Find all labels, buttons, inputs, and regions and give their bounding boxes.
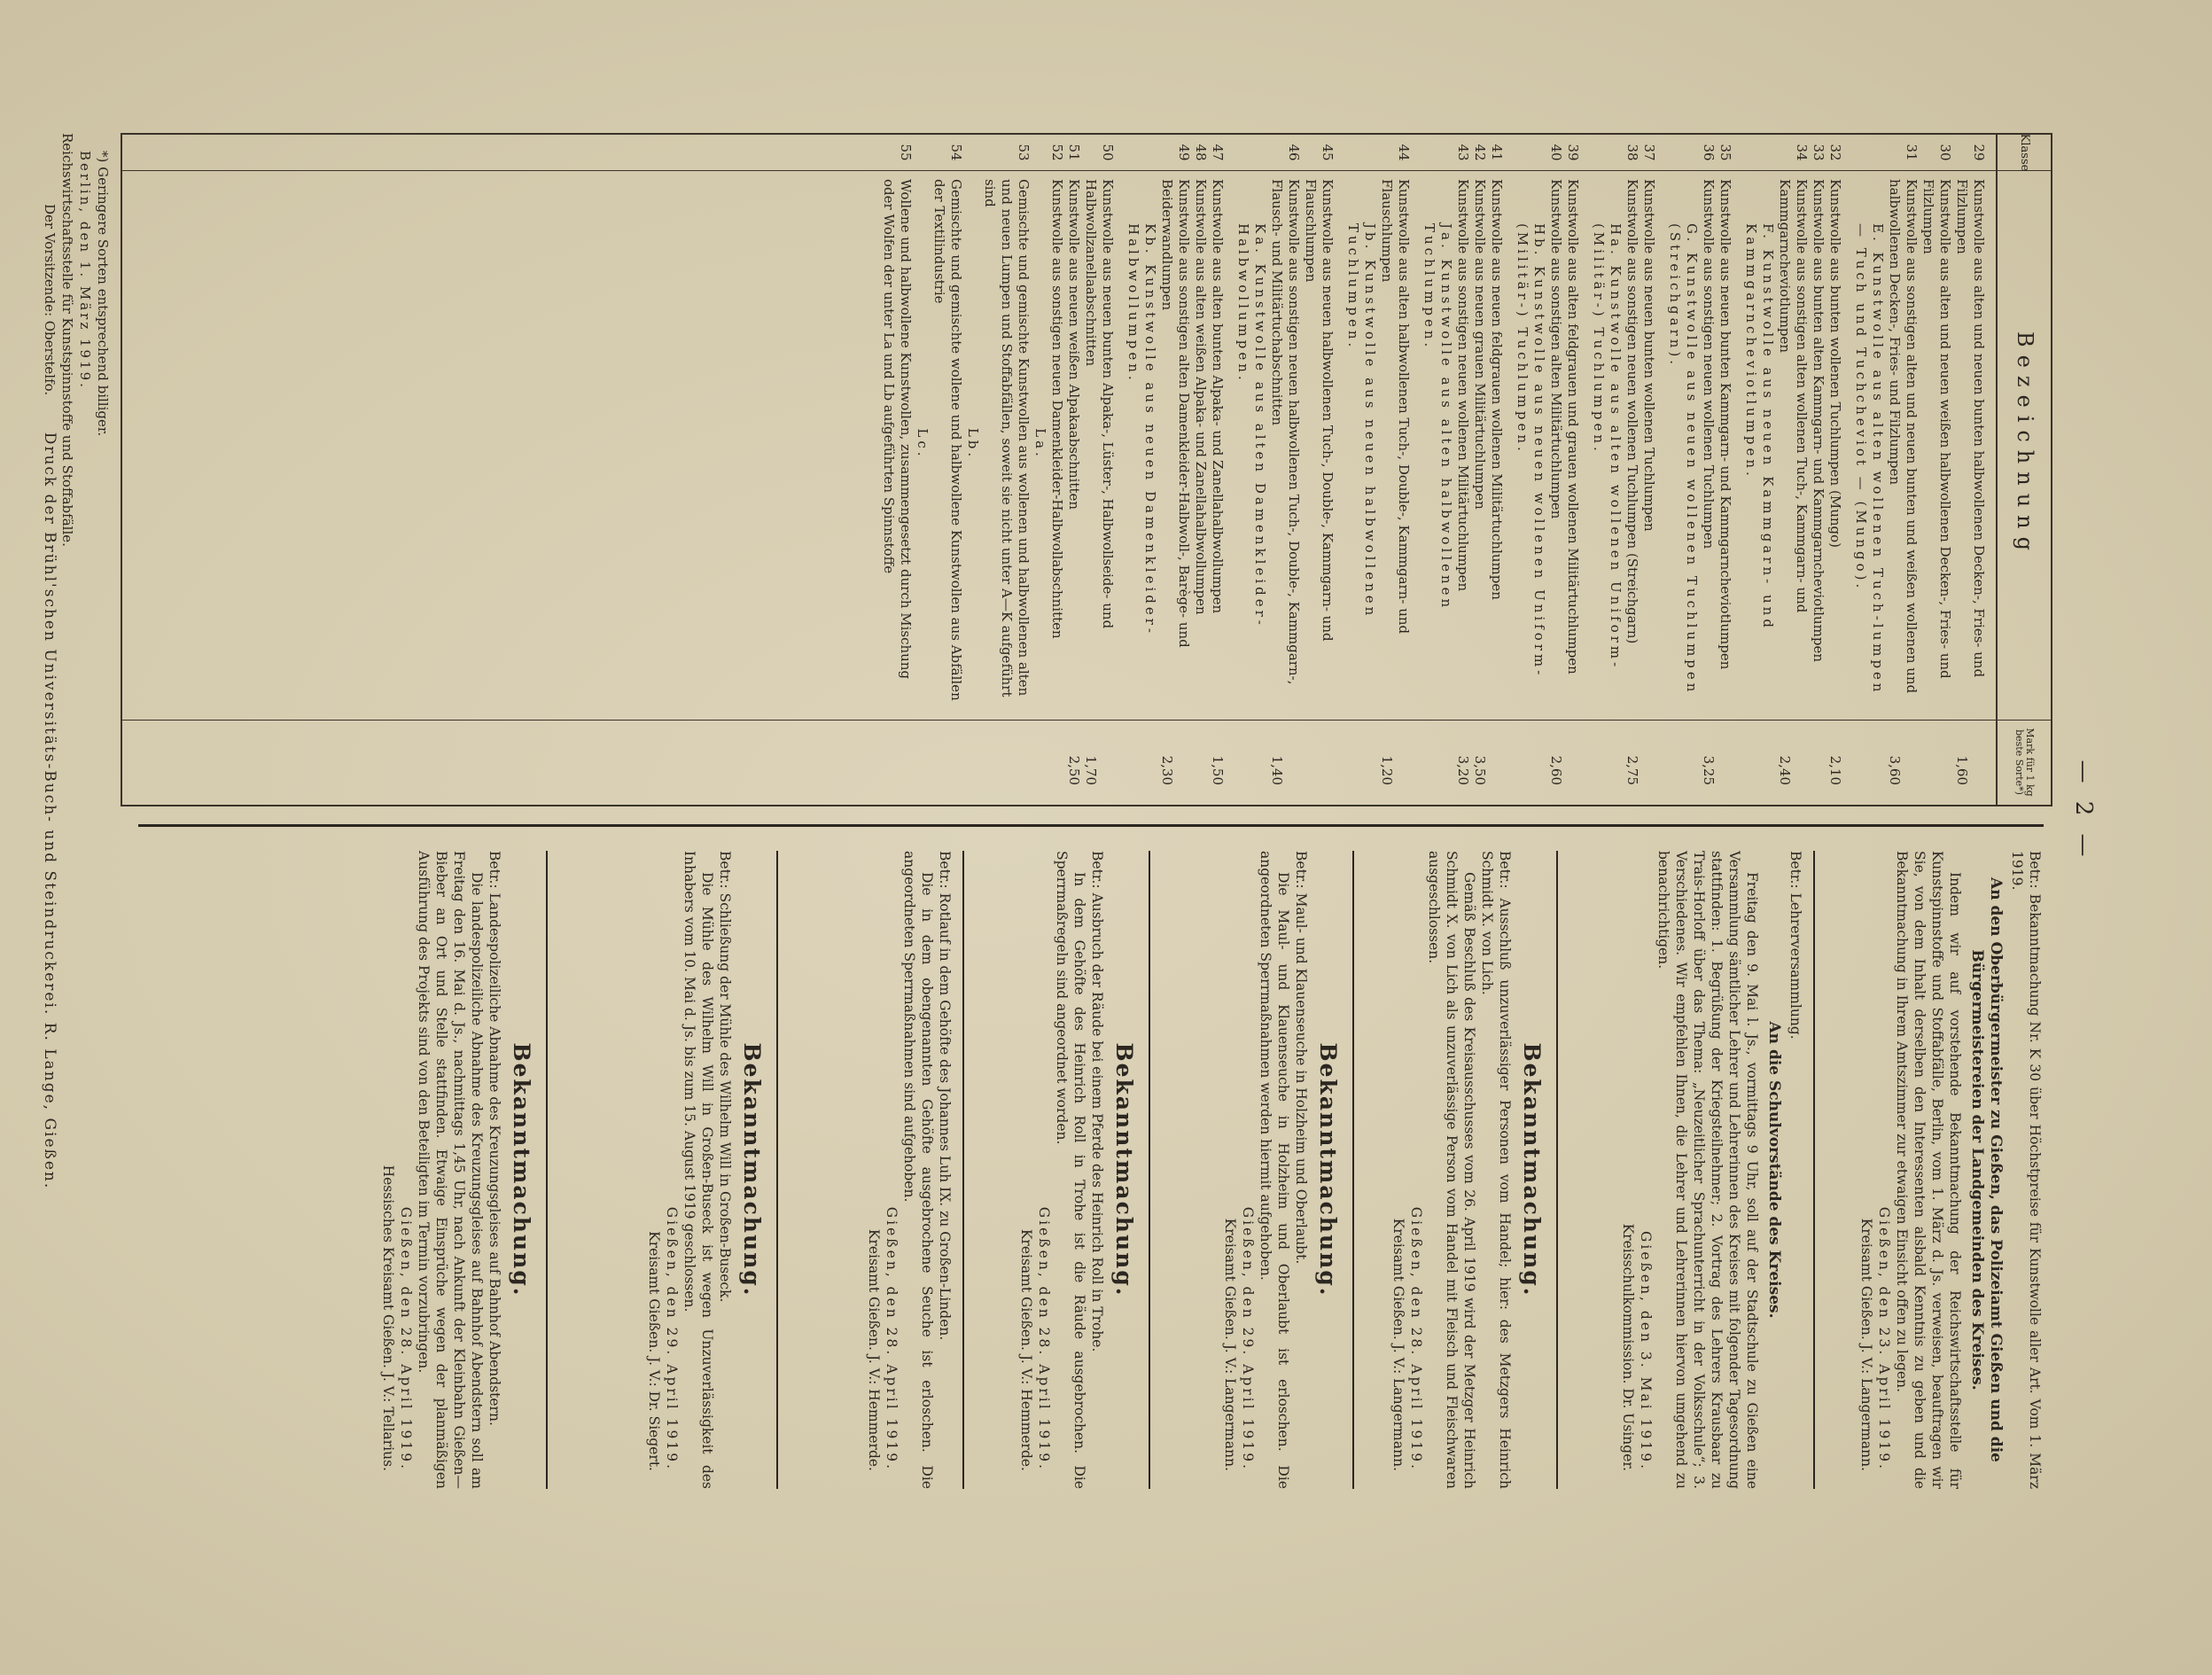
- table-row: [1158, 135, 1192, 805]
- section-rule: [1556, 851, 1558, 1489]
- bezeichnung-cell: Kunstwolle aus neuen weißen Alpakaabschnitten: [1066, 179, 1082, 510]
- table-row: [1640, 135, 1657, 805]
- section-rule: [546, 851, 548, 1489]
- table-row: [1421, 135, 1454, 805]
- table-row: [1700, 135, 1717, 805]
- klasse-cell: 31: [1904, 144, 1920, 161]
- klasse-cell: 52: [1049, 144, 1065, 161]
- bezeichnung-cell: Wollene und halbwollene Kunstwollen, zusammengesetzt durch Mischung oder Wolfen der unter La und Lb aufgeführten Spinnstoffe: [881, 179, 914, 680]
- klasse-cell: [1852, 135, 1886, 170]
- table-row: [1192, 135, 1209, 805]
- table-row: [1886, 135, 1920, 805]
- table-body: [880, 135, 1987, 805]
- announcement-addressee: An die Schulvorstände des Kreises.: [1765, 1021, 1783, 1319]
- preis-cell: 3,60: [1887, 755, 1903, 785]
- preis-cell: 1,70: [1083, 755, 1099, 785]
- footnote-place: Berlin, den 1. März 1919.: [77, 151, 93, 390]
- announcement-date: Gießen, den 3. Mai 1919.: [1638, 1231, 1654, 1471]
- preis-cell: 3,20: [1455, 755, 1471, 785]
- klasse-cell: 32: [1827, 144, 1843, 161]
- announcement-subject: Betr.: Landespolizeiliche Abnahme des Kreuzungsgleises auf Bahnhof Abendstern.: [487, 851, 502, 1426]
- bezeichnung-cell: Kunstwolle aus bunten alten Kammgarn- und Kammgarncheviotlumpen: [1811, 179, 1826, 662]
- bezeichnung-cell: Kunstwolle aus neuen grauen Militärtuchlumpen: [1472, 179, 1488, 510]
- klasse-cell: [1125, 135, 1158, 170]
- bezeichnung-cell: Kunstwolle aus alten halbwollenen Tuch-, Double-, Kammgarn- und Flauschlumpen: [1379, 179, 1412, 635]
- table-row: [1032, 135, 1048, 805]
- klasse-cell: 40: [1548, 144, 1564, 161]
- preis-cell: 2,10: [1827, 755, 1843, 785]
- column-separator: [138, 824, 2044, 827]
- table-row: [1514, 135, 1547, 805]
- table-row: [1920, 135, 1953, 805]
- preis-cell: 2,40: [1777, 755, 1793, 785]
- table-row: [1852, 135, 1886, 805]
- klasse-cell: 29: [1971, 144, 1987, 161]
- section-rule: [1352, 851, 1354, 1489]
- bezeichnung-cell: Kunstwolle aus sonstigen alten wollenen Tuch-, Kammgarn- und Kammgarncheviotlumpen: [1777, 179, 1810, 613]
- bezeichnung-cell: Kunstwolle aus alten weißen Alpaka- und Zanellahalbwollumpen: [1193, 179, 1209, 615]
- klasse-cell: [1421, 135, 1454, 170]
- section-rule: [1813, 851, 1815, 1489]
- bezeichnung-cell: Kunstwolle aus alten und neuen bunten halbwollenen Decken-, Fries- und Filzlumpen: [1954, 179, 1987, 678]
- table-row: [1454, 135, 1471, 805]
- announcement: [1858, 851, 2044, 1489]
- table-row: [880, 135, 914, 805]
- announcement: [865, 851, 954, 1489]
- klasse-cell: [1032, 135, 1048, 170]
- table-row: [1776, 135, 1810, 805]
- table-row: [1125, 135, 1158, 805]
- footnote-signer: Der Vorsitzende: Oberstelfo.: [42, 204, 58, 396]
- table-row: [1590, 135, 1624, 805]
- header-klasse: Klasse: [1998, 135, 2051, 171]
- announcement-date: Gießen, den 28. April 1919.: [884, 1206, 900, 1471]
- klasse-cell: [1666, 135, 1700, 170]
- klasse-cell: 43: [1455, 144, 1471, 161]
- announcement-heading: Bekanntmachung.: [509, 1042, 534, 1297]
- bezeichnung-cell: Lc.: [915, 428, 931, 460]
- announcement-text: Freitag den 9. Mai l. Js., vormittags 9 Uhr, soll auf der Stadtschule zu Gießen eine Versammlung sämtlicher Lehrer und Lehrerinnen des Kreises mit folgender Tagesordnung stattfinden: 1. Begrüßung der Kriegsteilnehmer; 2. Vortrag des Lehrers Krausbaar zu Trais-Horloff über das Thema: „Neuzeitlicher Sprachunterricht in der Volksschule“; 3. Verschiedenes. Wir empfehlen Ihnen, die Lehrer und Lehrerinnen hiervon umgehend zu benachrichtigen.: [1655, 851, 1760, 1489]
- announcement-date: Gießen, den 28. April 1919.: [1408, 1206, 1424, 1471]
- bezeichnung-cell: Hb. Kunstwolle aus neuen wollenen Uniform- (Militär-) Tuchlumpen.: [1515, 223, 1547, 679]
- klasse-cell: [1742, 135, 1776, 170]
- bezeichnung-cell: Kunstwolle aus sonstigen alten Militärtuchlumpen: [1548, 179, 1564, 519]
- announcement-date: Gießen, den 29. April 1919.: [1240, 1206, 1256, 1471]
- bezeichnung-cell: Gemischte und gemischte Kunstwollen aus wollenen und halbwollenen alten und neuen Lumpen und Stoffabfällen, soweit sie nicht unter A—K aufgeführt sind: [982, 179, 1032, 697]
- announcement-signature: Hessisches Kreisamt Gießen. J. V.: Tellarius.: [380, 1165, 396, 1471]
- preis-cell: 1,40: [1269, 755, 1285, 785]
- klasse-cell: 36: [1701, 144, 1717, 161]
- klasse-cell: 46: [1286, 144, 1302, 161]
- section-rule: [962, 851, 964, 1489]
- table-row: [914, 135, 931, 805]
- table-row: [1953, 135, 1987, 805]
- klasse-cell: 51: [1066, 144, 1082, 161]
- bezeichnung-cell: Kunstwolle aus sonstigen neuen Damenkleider-Halbwollabschnitten: [1049, 179, 1065, 639]
- klasse-cell: 44: [1396, 144, 1412, 161]
- bezeichnung-cell: Kunstwolle aus neuen bunten Kammgarn- und Kammgarncheviotlumpen: [1717, 179, 1733, 670]
- header-preis: Mark für 1 kg beste Sorte*): [2013, 728, 2036, 797]
- table-row: [1666, 135, 1700, 805]
- announcement-text: Die in dem obengenannten Gehöfte ausgebrochene Seuche ist erloschen. Die angeordneten Sperrmaßnahmen sind aufgehoben.: [901, 851, 935, 1489]
- table-row: [1209, 135, 1226, 805]
- bezeichnung-cell: G. Kunstwolle aus neuen wollenen Tuchlumpen (Streichgarn).: [1667, 223, 1700, 696]
- klasse-cell: 37: [1641, 144, 1657, 161]
- bezeichnung-cell: Kunstwolle aus neuen feldgrauen wollenen Militärtuchlumpen: [1489, 179, 1505, 600]
- klasse-cell: [1514, 135, 1547, 170]
- bezeichnung-cell: Kunstwolle aus sonstigen neuen wollenen Tuchlumpen (Streichgarn): [1624, 179, 1640, 644]
- klasse-cell: 41: [1489, 144, 1505, 161]
- bezeichnung-cell: Gemischte und gemischte wollene und halbwollene Kunstwollen aus Abfällen der Textilindustrie: [931, 179, 964, 701]
- announcement-signature: Kreisamt Gießen. J. V.: Langermann.: [1858, 1218, 1874, 1471]
- table-row: [1810, 135, 1826, 805]
- klasse-cell: 50: [1100, 144, 1116, 161]
- bezeichnung-cell: La.: [1032, 428, 1048, 460]
- table-row: [981, 135, 1032, 805]
- preis-cell: 1,20: [1379, 755, 1395, 785]
- preis-cell: 2,50: [1066, 755, 1082, 785]
- announcement-signature: Kreisamt Gießen. J. V.: Langermann.: [1390, 1218, 1406, 1471]
- bezeichnung-cell: Jb. Kunstwolle aus neuen halbwollenen Tuchlumpen.: [1345, 223, 1378, 619]
- announcement-heading: Bekanntmachung.: [1315, 1042, 1341, 1297]
- announcement: [1390, 851, 1547, 1489]
- announcement-text: In dem Gehöfte des Heinrich Roll in Trohe ist die Räude ausgebrochen. Die Sperrmaßregeln sind angeordnet worden.: [1054, 851, 1087, 1489]
- table-row: [1742, 135, 1776, 805]
- klasse-cell: 30: [1937, 144, 1953, 161]
- bezeichnung-cell: Kunstwolle aus alten feldgrauen und grauen wollenen Militärtuchlumpen: [1565, 179, 1581, 674]
- bezeichnung-cell: Kunstwolle aus alten und neuen weißen halbwollenen Decken-, Fries- und Filzlumpen: [1920, 179, 1953, 679]
- footnote-office: Reichswirtschaftsstelle für Kunstspinnstoffe und Stoffabfälle.: [59, 133, 75, 547]
- table-row: [1268, 135, 1302, 805]
- preis-cell: 3,50: [1472, 755, 1488, 785]
- announcement: [645, 851, 767, 1489]
- bezeichnung-cell: Ha. Kunstwolle aus alten wollenen Uniform- (Militär-) Tuchlumpen.: [1591, 223, 1624, 671]
- preis-cell: 2,60: [1548, 755, 1564, 785]
- table-row: [1302, 135, 1336, 805]
- announcement-subject: Betr.: Ausbruch der Räude bei einem Pferde des Heinrich Roll in Trohe.: [1089, 851, 1105, 1352]
- announcement: [1017, 851, 1140, 1489]
- announcement-date: Gießen, den 28. April 1919.: [398, 1206, 414, 1471]
- klasse-cell: [914, 135, 931, 170]
- section-rule: [776, 851, 778, 1489]
- klasse-cell: 49: [1176, 144, 1192, 161]
- page-number: — 2 —: [2070, 760, 2097, 862]
- preis-cell: 2,75: [1624, 755, 1640, 785]
- announcement-text: Die Maul- und Klauenseuche in Holzheim und Oberlaubt ist erloschen. Die angeordneten Sperrmaßnahmen werden hiermit aufgehoben.: [1258, 851, 1291, 1489]
- table-row: [1547, 135, 1564, 805]
- klasse-cell: 42: [1472, 144, 1488, 161]
- announcement-heading: Bekanntmachung.: [1111, 1042, 1137, 1297]
- klasse-cell: [1344, 135, 1378, 170]
- announcement: [1619, 851, 1804, 1489]
- imprint: Druck der Brühl'schen Universitäts-Buch- und Steindruckerei. R. Lange, Gießen.: [41, 432, 58, 1190]
- announcement-subject: Betr.: Schließung der Mühle des Wilhelm Will in Großen-Buseck.: [717, 851, 733, 1303]
- bezeichnung-cell: Kunstwolle aus sonstigen neuen wollenen Tuchlumpen: [1701, 179, 1717, 549]
- announcement-text: Die Mühle des Wilhelm Will in Großen-Buseck ist wegen Unzuverlässigkeit des Inhabers vom 10. Mai d. Js. bis zum 15. August 1919 geschlossen.: [682, 851, 715, 1489]
- bezeichnung-cell: Lb.: [965, 427, 981, 461]
- klasse-cell: 35: [1717, 144, 1733, 161]
- price-table: [121, 133, 2052, 806]
- preis-cell: 3,25: [1701, 755, 1717, 785]
- table-row: [1048, 135, 1065, 805]
- bezeichnung-cell: Kunstwolle aus bunten wollenen Tuchlumpen (Mungo): [1827, 179, 1843, 549]
- table-row: [1378, 135, 1412, 805]
- announcement-subject: Betr.: Bekanntmachung Nr. K 30 über Höchstpreise für Kunstwolle aller Art. Vom 1. März 1919.: [2009, 851, 2043, 1489]
- klasse-cell: [1590, 135, 1624, 170]
- announcement-subject: Betr.: Lehrerversammlung.: [1788, 851, 1803, 1040]
- announcement-date: Gießen, den 29. April 1919.: [664, 1206, 680, 1471]
- table-row: [1564, 135, 1581, 805]
- table-row: [1717, 135, 1733, 805]
- announcement-addressee: An den Oberbürgermeister zu Gießen, das Polizeiamt Gießen und die Bürgermeistereien der Landgemeinden des Kreises.: [1968, 877, 2005, 1462]
- bezeichnung-cell: Kunstwolle aus sonstigen neuen halbwollenen Tuch-, Double-, Kammgarn-, Flausch- und Militärtuchabschnitten: [1269, 179, 1302, 685]
- announcement-text: Indem wir auf vorstehende Bekanntmachung der Reichswirtschaftsstelle für Kunstspinnstoffe und Stoffabfälle, Berlin, vom 1. März d. Js. verweisen, beauftragen wir Sie, von dem Inhalt derselben den Interessenten alsbald Kenntnis zu geben und die Bekanntmachung in Ihrem Amtszimmer zur etwaigen Einsicht offen zu legen.: [1894, 851, 1963, 1489]
- announcement-date: Gießen, den 28. April 1919.: [1036, 1206, 1052, 1471]
- bezeichnung-cell: Kunstwolle aus sonstigen neuen wollenen Militärtuchlumpen: [1455, 179, 1471, 592]
- klasse-cell: [964, 135, 981, 170]
- bezeichnung-cell: Kb. Kunstwolle aus neuen Damenkleider-Halbwollumpen.: [1125, 223, 1158, 636]
- klasse-cell: 48: [1193, 144, 1209, 161]
- table-row: [1624, 135, 1640, 805]
- bezeichnung-cell: Ka. Kunstwolle aus alten Damenkleider-Halbwollumpen.: [1235, 223, 1268, 628]
- klasse-cell: 39: [1565, 144, 1581, 161]
- table-row: [1471, 135, 1488, 805]
- header-bezeichnung: Bezeichnung: [1998, 170, 2051, 721]
- table-row: [1826, 135, 1843, 805]
- footnote-note: *) Geringere Sorten entsprechend billiger.: [95, 151, 111, 437]
- announcement: [1221, 851, 1344, 1489]
- bezeichnung-cell: Ja. Kunstwolle aus alten halbwollenen Tuchlumpen.: [1421, 223, 1454, 612]
- preis-cell: 1,50: [1210, 755, 1226, 785]
- klasse-cell: 53: [1016, 144, 1032, 161]
- announcement-text: Gemäß Beschluß des Kreisausschusses vom 26. April 1919 wird der Metzger Heinrich Schmidt X. von Lich als unzuverlässige Person vom Handel mit Fleisch und Fleischwaren ausgeschlossen.: [1426, 851, 1477, 1489]
- section-rule: [1149, 851, 1150, 1489]
- bezeichnung-cell: F. Kunstwolle aus neuen Kammgarn- und Kammgarncheviotlumpen.: [1743, 223, 1776, 631]
- klasse-cell: 38: [1624, 144, 1640, 161]
- klasse-cell: [1235, 135, 1268, 170]
- klasse-cell: 33: [1811, 144, 1826, 161]
- announcement-signature: Kreisamt Gießen. J. V.: Langermann.: [1222, 1218, 1238, 1471]
- announcement-signature: Kreisamt Gießen. J. V.: Dr. Siegert.: [646, 1231, 662, 1471]
- announcement-subject: Betr.: Ausschluß unzuverlässiger Personen vom Handel; hier: des Metzgers Heinrich Schmidt X. von Lich.: [1479, 851, 1513, 1489]
- klasse-cell: 47: [1210, 144, 1226, 161]
- table-row: [1488, 135, 1505, 805]
- klasse-cell: 54: [948, 144, 964, 161]
- bezeichnung-cell: Kunstwolle aus alten bunten Alpaka- und Zanellahalbwollumpen: [1210, 179, 1226, 614]
- klasse-cell: 45: [1320, 144, 1336, 161]
- bezeichnung-cell: Kunstwolle aus sonstigen alten und neuen bunten und weißen wollenen und halbwollenen Decken-, Fries- und Filzlumpen: [1887, 179, 1920, 694]
- table-row: [1344, 135, 1378, 805]
- table-row: [1065, 135, 1082, 805]
- preis-cell: 1,60: [1954, 755, 1970, 785]
- announcement-subject: Betr.: Maul- und Klauenseuche in Holzheim und Oberlaubt.: [1293, 851, 1309, 1265]
- klasse-cell: 55: [898, 144, 914, 161]
- announcement-signature: Kreisamt Gießen. J. V.: Hemmerde.: [866, 1228, 882, 1471]
- announcement-subject: Betr.: Rotlauf in dem Gehöfte des Johannes Luh IX. zu Großen-Linden.: [937, 851, 953, 1341]
- bezeichnung-cell: Kunstwolle aus neuen bunten Alpaka-, Lüster-, Halbwollseide- und Halbwollzanellaabschnitten: [1083, 179, 1116, 629]
- announcement-signature: Kreisamt Gießen. J. V.: Hemmerde.: [1018, 1228, 1034, 1471]
- announcement-date: Gießen, den 23. April 1919.: [1876, 1206, 1892, 1471]
- bezeichnung-cell: Kunstwolle aus neuen halbwollenen Tuch-, Double-, Kammgarn- und Flauschlumpen: [1303, 179, 1336, 642]
- table-row: [1082, 135, 1116, 805]
- bezeichnung-cell: E. Kunstwolle aus alten wollenen Tuch-lumpen — Tuch und Tuchcheviot — (Mungo).: [1853, 223, 1886, 696]
- preis-cell: 2,30: [1159, 755, 1175, 785]
- announcement-signature: Kreisschulkommission. Dr. Usinger.: [1620, 1223, 1636, 1471]
- bezeichnung-cell: Kunstwolle aus sonstigen alten Damenkleider-Halbwoll-, Barège- und Beiderwandlumpen: [1159, 179, 1192, 648]
- bezeichnung-cell: Kunstwolle aus neuen bunten wollenen Tuchlumpen: [1641, 179, 1657, 532]
- announcement: [379, 851, 537, 1489]
- klasse-cell: 34: [1794, 144, 1810, 161]
- announcement-heading: Bekanntmachung.: [1519, 1042, 1545, 1297]
- announcement-heading: Bekanntmachung.: [739, 1042, 765, 1297]
- announcement-text: Die landespolizeiliche Abnahme des Kreuzungsgleises auf Bahnhof Abendstern soll am Freitag den 16. Mai d. Js., nachmittags 1,45 Uhr, nach Ankunft der Kleinbahn Gießen—Bieber an Ort und Stelle stattfinden. Etwaige Einsprüche wegen der planmäßigen Ausführung des Projekts sind von den Beteiligten im Termin vorzubringen.: [416, 851, 485, 1489]
- table-row: [931, 135, 964, 805]
- table-header: [1996, 135, 2051, 805]
- table-row: [1235, 135, 1268, 805]
- table-row: [964, 135, 981, 805]
